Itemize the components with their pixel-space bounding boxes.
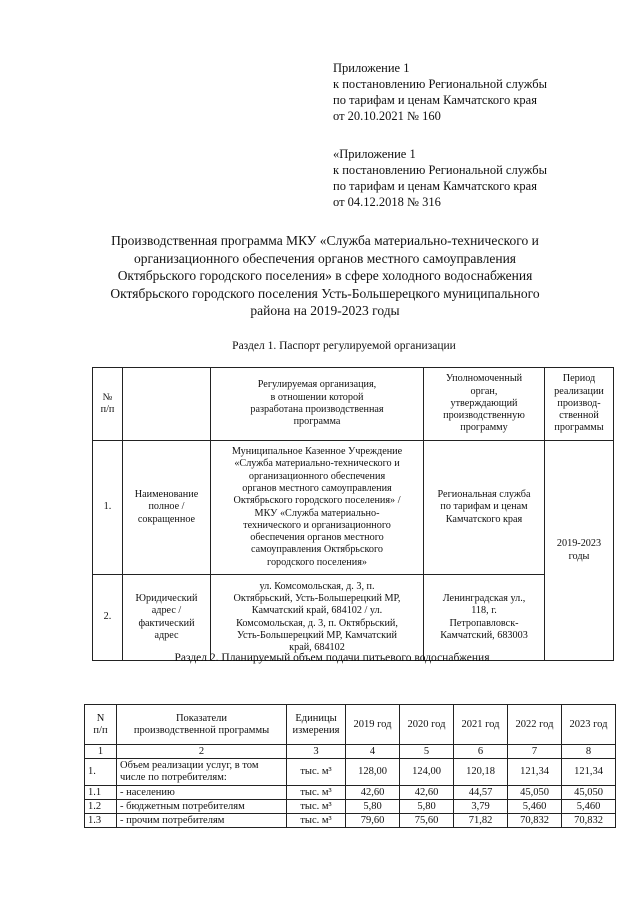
- row-value: 120,18: [454, 759, 508, 786]
- row-indicator: Объем реализации услуг, в том числе по потребителям:: [117, 759, 287, 786]
- row-num: 2.: [93, 575, 123, 661]
- row-value: 124,00: [400, 759, 454, 786]
- appendix-prior: [333, 146, 633, 210]
- table-row: [85, 814, 616, 828]
- header-org: Регулируемая организация, в отношении которой разработана производственная программа: [211, 368, 424, 441]
- header-unit: Единицы измерения: [287, 705, 346, 745]
- column-number: 4: [346, 745, 400, 759]
- appendix-line: от 20.10.2021 № 160: [333, 109, 441, 123]
- row-value: 5,80: [400, 800, 454, 814]
- volume-header-row: [85, 705, 616, 745]
- row-value: 79,60: [346, 814, 400, 828]
- row-value: 42,60: [400, 786, 454, 800]
- appendix-line: по тарифам и ценам Камчатского края: [333, 179, 537, 193]
- row-num: 1.1: [85, 786, 117, 800]
- header-num: № п/п: [93, 368, 123, 441]
- header-authority: Уполномоченный орган, утверждающий производственную программу: [424, 368, 545, 441]
- table-row: [85, 786, 616, 800]
- document-title: [60, 232, 590, 320]
- row-label: Юридический адрес / фактический адрес: [123, 575, 211, 661]
- column-number: 7: [508, 745, 562, 759]
- row-value: 5,80: [346, 800, 400, 814]
- column-number: 1: [85, 745, 117, 759]
- row-unit: тыс. м³: [287, 814, 346, 828]
- header-year: 2021 год: [454, 705, 508, 745]
- row-value: 70,832: [562, 814, 616, 828]
- header-blank: [123, 368, 211, 441]
- title-line: Октябрьского городского поселения Усть-Большерецкого муниципального: [110, 285, 540, 301]
- passport-row-address: [93, 575, 614, 661]
- row-value: 75,60: [400, 814, 454, 828]
- column-number-row: [85, 745, 616, 759]
- row-value: 71,82: [454, 814, 508, 828]
- table-row: [85, 800, 616, 814]
- appendix-line: к постановлению Региональной службы: [333, 77, 548, 91]
- row-num: 1.: [85, 759, 117, 786]
- period-cell: 2019-2023 годы: [545, 441, 614, 661]
- row-value: 45,050: [562, 786, 616, 800]
- title-line: Октябрьского городского поселения» в сфере холодного водоснабжения: [117, 268, 533, 284]
- header-year: 2022 год: [508, 705, 562, 745]
- row-num: 1.: [93, 441, 123, 575]
- row-value: 121,34: [562, 759, 616, 786]
- row-value: 5,460: [508, 800, 562, 814]
- title-line: района на 2019-2023 годы: [250, 303, 400, 319]
- column-number: 8: [562, 745, 616, 759]
- row-value: 128,00: [346, 759, 400, 786]
- row-indicator: - прочим потребителям: [117, 814, 287, 828]
- appendix-line: Приложение 1: [333, 61, 410, 75]
- header-year: 2020 год: [400, 705, 454, 745]
- row-value: 44,57: [454, 786, 508, 800]
- header-year: 2019 год: [346, 705, 400, 745]
- title-line: организационного обеспечения органов местного самоуправления: [133, 250, 517, 266]
- section1-heading: Раздел 1. Паспорт регулируемой организации: [232, 340, 456, 352]
- title-line: Производственная программа МКУ «Служба материально-технического и: [111, 233, 539, 248]
- column-number: 6: [454, 745, 508, 759]
- row-value: 45,050: [508, 786, 562, 800]
- row-value: 70,832: [508, 814, 562, 828]
- row-unit: тыс. м³: [287, 786, 346, 800]
- column-number: 3: [287, 745, 346, 759]
- row-indicator: - населению: [117, 786, 287, 800]
- appendix-line: к постановлению Региональной службы: [333, 163, 548, 177]
- table-row: [85, 759, 616, 786]
- header-indicator: Показатели производственной программы: [117, 705, 287, 745]
- row-unit: тыс. м³: [287, 759, 346, 786]
- column-number: 2: [117, 745, 287, 759]
- row-value: 121,34: [508, 759, 562, 786]
- header-num: N п/п: [85, 705, 117, 745]
- row-value: 42,60: [346, 786, 400, 800]
- authority-address-cell: Ленинградская ул., 118, г. Петропавловск- Камчатский, 683003: [424, 575, 545, 661]
- row-value: 5,460: [562, 800, 616, 814]
- row-label: Наименование полное / сокращенное: [123, 441, 211, 575]
- appendix-line: от 04.12.2018 № 316: [333, 195, 441, 209]
- row-num: 1.3: [85, 814, 117, 828]
- column-number: 5: [400, 745, 454, 759]
- org-name-cell: Муниципальное Казенное Учреждение «Служба материально-технического и организационного обеспечения органов местного самоуправления Октябрьского городского поселения» / МКУ «Служба материально- технического и организационного обеспечения органов местного самоуправления Октябрьского городского поселения»: [211, 441, 424, 575]
- row-value: 3,79: [454, 800, 508, 814]
- row-unit: тыс. м³: [287, 800, 346, 814]
- passport-header-row: [93, 368, 614, 441]
- header-year: 2023 год: [562, 705, 616, 745]
- volume-table: [84, 704, 616, 828]
- authority-cell: Региональная служба по тарифам и ценам Камчатского края: [424, 441, 545, 575]
- passport-row-name: [93, 441, 614, 575]
- row-num: 1.2: [85, 800, 117, 814]
- org-address-cell: ул. Комсомольская, д. 3, п. Октябрьский, Усть-Большерецкий МР, Камчатский край, 684102 / ул. Комсомольская, д. 3, п. Октябрьский, Усть-Большерецкий МР, Камчатский край, 684102: [211, 575, 424, 661]
- section2-heading: Раздел 2. Планируемый объем подачи питьевого водоснабжения: [174, 652, 490, 664]
- passport-table: [92, 367, 614, 661]
- appendix-line: «Приложение 1: [333, 147, 416, 161]
- row-indicator: - бюджетным потребителям: [117, 800, 287, 814]
- appendix-current: [333, 60, 633, 124]
- header-period: Период реализации производ- ственной программы: [545, 368, 614, 441]
- appendix-line: по тарифам и ценам Камчатского края: [333, 93, 537, 107]
